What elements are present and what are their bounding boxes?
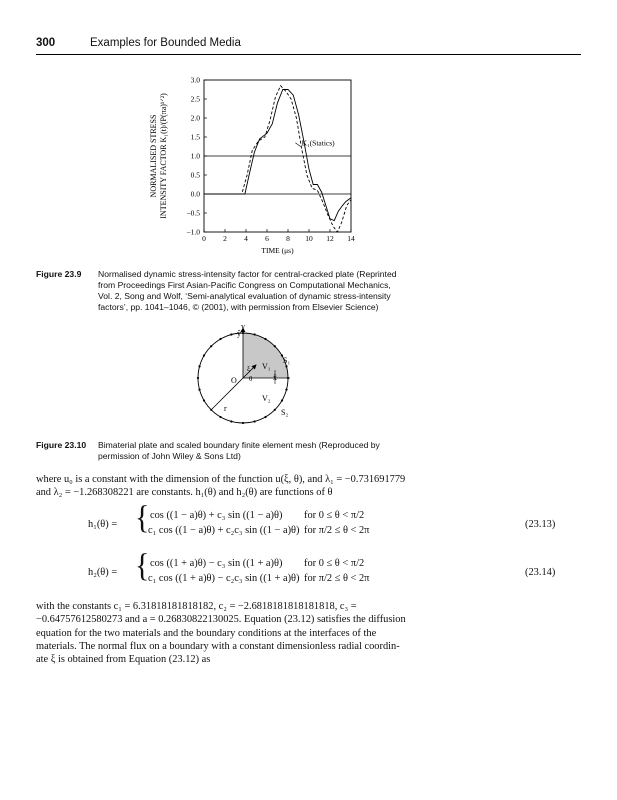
mesh-node — [210, 409, 212, 411]
mesh-node — [230, 420, 232, 422]
mesh-node — [254, 420, 256, 422]
equation-row: c₁ cos ((1 − a)θ) + c₂c₃ sin ((1 − a)θ) — [148, 525, 300, 536]
mesh-node — [274, 409, 276, 411]
caption-line: factors’, pp. 1041–1046, © (2001), with permission from Elsevier Science) — [98, 302, 379, 312]
theta-label: θ — [249, 375, 253, 383]
text-line: equation for the two materials and the boundary conditions at the interfaces of the — [36, 627, 377, 639]
annotation-k1-statics: K₁(Statics) — [301, 138, 335, 148]
y-tick-label: 0.0 — [190, 189, 200, 199]
equation-number: (23.13) — [525, 519, 556, 530]
equation-lhs: h₁(θ) = — [88, 519, 118, 530]
equation-condition: for 0 ≤ θ < π/2 — [304, 510, 365, 521]
brace-symbol: { — [135, 547, 150, 584]
y-tick-label: 1.0 — [190, 151, 200, 161]
mesh-node — [198, 365, 200, 367]
y-tick-label: 0.5 — [190, 170, 200, 180]
y-tick-label: –0.5 — [186, 208, 200, 218]
x-tick-label: 4 — [244, 234, 248, 243]
mesh-node — [285, 365, 287, 367]
y-tick-label: 1.5 — [190, 132, 200, 142]
caption-line: Bimaterial plate and scaled boundary finite element mesh (Reproduced by — [98, 440, 380, 450]
mesh-node — [219, 416, 221, 418]
y-axis-label: y — [241, 322, 245, 331]
equation-23-13 — [36, 499, 581, 547]
x-tick-label: 0 — [202, 234, 206, 243]
x-tick-label: 12 — [326, 234, 334, 243]
s2-label: S₂ — [281, 408, 289, 417]
mesh-node — [264, 338, 266, 340]
text-line: −0.64757612580273 and a = 0.26830822130025. Equation (23.12) satisfies the diffusion — [36, 614, 406, 626]
mesh-node — [264, 416, 266, 418]
figure-23-10-caption — [36, 440, 581, 466]
x-tick-label: 14 — [347, 234, 355, 243]
mesh-node — [254, 333, 256, 335]
mesh-node — [198, 389, 200, 391]
y-tick-label: –1.0 — [186, 227, 200, 237]
x-tick-label: 8 — [286, 234, 290, 243]
xi-label: ξ — [247, 365, 251, 373]
equation-23-14 — [36, 547, 581, 595]
v1-label: V₁ — [262, 362, 271, 371]
y-tick-label: 2.5 — [190, 94, 200, 104]
mesh-node — [274, 345, 276, 347]
caption-line: Normalised dynamic stress-intensity factor for central-cracked plate (Reprinted — [98, 269, 397, 279]
mesh-node — [219, 338, 221, 340]
y-tick-label: 3.0 — [190, 75, 200, 85]
equation-lhs: h₂(θ) = — [88, 567, 118, 578]
paragraph-constants — [36, 600, 581, 666]
y-hat-label: ŷ — [237, 329, 241, 338]
caption-line: Vol. 2, Song and Wolf, ‘Semi-analytical evaluation of dynamic stress-intensity — [98, 291, 391, 301]
text-line: with the constants c₁ = 6.31818181818182, c₂ = −2.6818181818181818, c₃ = — [36, 601, 357, 612]
equation-row: cos ((1 + a)θ) − c₃ sin ((1 + a)θ) — [150, 558, 283, 569]
y-tick-label: 2.0 — [190, 113, 200, 123]
figure-label: Figure 23.9 — [36, 269, 82, 279]
y-axis-label-line-1: NORMALISED STRESS — [149, 114, 158, 198]
x-axis-label: TIME (μs) — [261, 246, 294, 255]
mesh-node — [242, 422, 244, 424]
mesh-node — [203, 354, 205, 356]
x-hat-label: x̂ — [273, 373, 277, 382]
mesh-node — [197, 377, 199, 379]
text-line: materials. The normal flux on a boundary with a constant dimensionless radial coordin- — [36, 640, 400, 652]
mesh-node — [230, 333, 232, 335]
mesh-node — [285, 389, 287, 391]
y-axis-label-line-2: INTENSITY FACTOR K₁(t)/(P(πa)¹ᐟ²) — [159, 93, 168, 219]
v2-label: V₂ — [262, 394, 271, 403]
mesh-node — [203, 399, 205, 401]
mesh-node — [210, 345, 212, 347]
x-tick-label: 2 — [223, 234, 227, 243]
page-number: 300 — [36, 37, 56, 49]
brace-symbol: { — [135, 499, 150, 536]
equation-condition: for π/2 ≤ θ < 2π — [304, 525, 370, 536]
x-tick-label: 6 — [265, 234, 269, 243]
equation-row: cos ((1 − a)θ) + c₃ sin ((1 − a)θ) — [150, 510, 283, 521]
figure-label: Figure 23.10 — [36, 440, 87, 450]
caption-line: from Proceedings First Asian-Pacific Congress on Computational Mechanics, — [98, 280, 391, 290]
equation-condition: for 0 ≤ θ < π/2 — [304, 558, 365, 569]
text-line: where u₀ is a constant with the dimension of the function u(ξ, θ), and λ₁ = −0.731691779 — [36, 474, 406, 485]
equation-number: (23.14) — [525, 567, 556, 578]
radius-line — [212, 378, 243, 409]
equation-row: c₁ cos ((1 + a)θ) − c₂c₃ sin ((1 + a)θ) — [148, 573, 300, 584]
s1-label: S₁ — [283, 356, 291, 365]
caption-line: permission of John Wiley & Sons Ltd) — [98, 451, 241, 461]
running-head: Examples for Bounded Media — [90, 37, 241, 49]
origin-label: O — [231, 376, 237, 385]
text-line: and λ₂ = −1.268308221 are constants. h₁(θ) and h₂(θ) are functions of θ — [36, 487, 333, 499]
text-line: ate ξ is obtained from Equation (23.12) as — [36, 654, 211, 666]
equation-condition: for π/2 ≤ θ < 2π — [304, 573, 370, 584]
mesh-node — [281, 399, 283, 401]
r-label: r — [224, 404, 227, 413]
paragraph-intro — [36, 473, 581, 500]
x-tick-label: 10 — [305, 234, 313, 243]
